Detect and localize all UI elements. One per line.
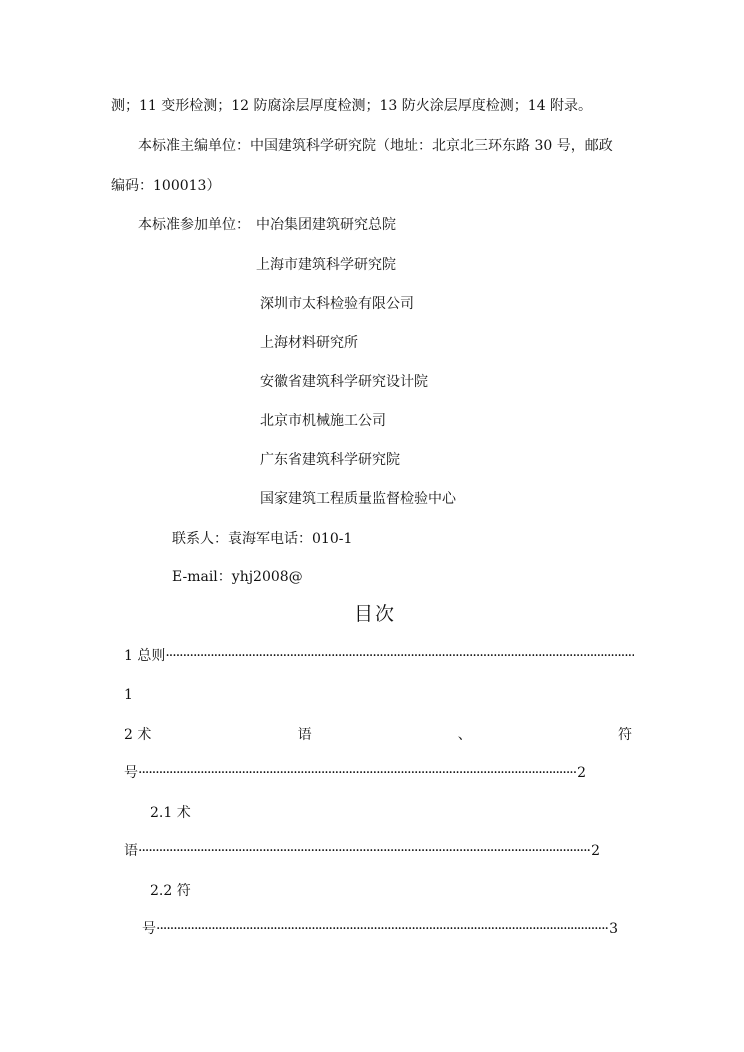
toc-entry-terms-symbols[interactable] [124,725,632,745]
toc-entry-terms-cont[interactable] [124,841,600,861]
toc-leader-dots [138,841,591,861]
participant-unit: 上海材料研究所 [260,335,358,351]
toc-entry-page: 3 [609,921,618,937]
intro-line-1: 测；11 变形检测；12 防腐涂层厚度检测；13 防火涂层厚度检测；14 附录。 [111,98,593,114]
toc-leader-dots [138,763,577,783]
toc-entry-label: 号 [142,921,156,937]
toc-entry-page: 1 [124,687,133,703]
participant-unit: 中冶集团建筑研究总院 [256,217,396,233]
participant-unit: 广东省建筑科学研究院 [260,452,400,468]
toc-entry-word: 、 [457,727,472,743]
toc-title: 目次 [354,603,397,625]
toc-entry-terms[interactable]: 2.1 术 [150,805,191,821]
toc-entry-word: 2 术 [124,727,152,743]
toc-entry-label: 语 [124,843,138,859]
participant-unit: 国家建筑工程质量监督检验中心 [260,491,456,507]
toc-entry-terms-symbols-cont[interactable] [124,763,586,783]
chief-unit-continuation: 编码：100013） [111,178,221,194]
participant-unit: 北京市机械施工公司 [260,413,386,429]
toc-leader-dots [156,919,609,939]
toc-entry-page: 2 [577,765,586,781]
chief-unit-line: 本标准主编单位：中国建筑科学研究院（地址：北京北三环东路 30 号，邮政 [138,138,613,154]
email-line: E-mail：yhj2008@ [172,569,303,585]
participants-label: 本标准参加单位： [138,217,250,233]
toc-entry-symbols-cont[interactable] [142,919,618,939]
toc-entry-label: 1 总则 [124,648,166,664]
participant-unit: 安徽省建筑科学研究设计院 [260,374,428,390]
toc-entry-symbols[interactable]: 2.2 符 [150,883,191,899]
participant-unit: 上海市建筑科学研究院 [256,257,396,273]
participant-unit: 深圳市太科检验有限公司 [260,296,414,312]
contact-line: 联系人：袁海军电话：010-1 [172,531,353,547]
toc-entry-general[interactable] [124,646,634,666]
toc-entry-label: 号 [124,765,138,781]
toc-entry-word: 符 [617,727,632,743]
toc-leader-dots [165,646,634,666]
toc-entry-page: 2 [591,843,600,859]
toc-entry-word: 语 [297,727,312,743]
